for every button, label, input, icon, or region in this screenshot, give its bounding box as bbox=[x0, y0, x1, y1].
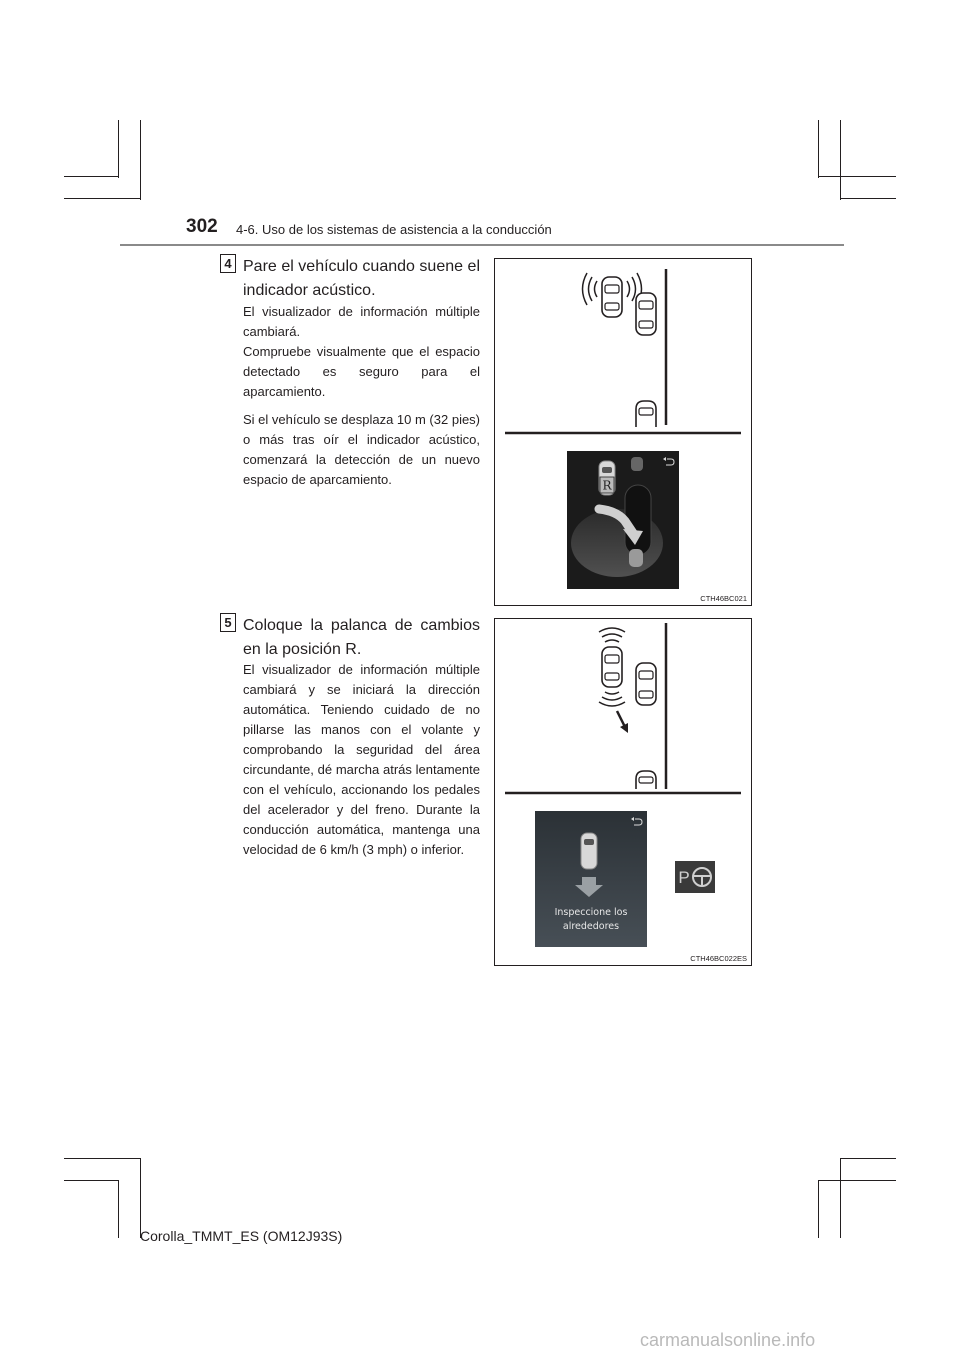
multi-info-display bbox=[535, 811, 647, 947]
parking-illustration bbox=[495, 259, 751, 605]
crop-mark bbox=[140, 120, 141, 200]
crop-mark bbox=[118, 120, 119, 178]
own-car-icon bbox=[602, 647, 622, 687]
watermark: carmanualsonline.info bbox=[640, 1330, 816, 1350]
crop-mark bbox=[840, 1158, 896, 1159]
reverse-arrow-icon bbox=[617, 711, 625, 727]
parking-illustration bbox=[495, 619, 751, 965]
step-5-figure bbox=[494, 618, 752, 966]
parked-car-icon bbox=[636, 293, 656, 335]
parking-assist-indicator bbox=[675, 861, 715, 893]
step-title: Pare el vehículo cuando suene el indicador acústico. bbox=[243, 258, 480, 299]
crop-mark bbox=[118, 1180, 119, 1238]
own-car-icon bbox=[602, 277, 622, 317]
crop-mark bbox=[818, 176, 896, 177]
crop-mark bbox=[64, 176, 118, 177]
step-number-box: 4 bbox=[220, 254, 236, 273]
crop-mark bbox=[840, 198, 896, 199]
crop-mark bbox=[64, 1180, 118, 1181]
footer-text: Corolla_TMMT_ES (OM12J93S) bbox=[140, 1228, 343, 1244]
crop-mark bbox=[64, 1158, 140, 1159]
paragraph: Si el vehículo se desplaza 10 m (32 pies) o más tras oír el indicador acústico, comenzará la detección de un nuevo espacio de aparcamiento. bbox=[243, 412, 481, 487]
page-number: 302 bbox=[186, 216, 218, 237]
crop-mark bbox=[818, 1180, 819, 1238]
step-4-figure bbox=[494, 258, 752, 606]
crop-mark bbox=[840, 1158, 841, 1238]
parked-car-icon bbox=[636, 771, 656, 789]
crop-mark bbox=[64, 198, 140, 199]
step-description bbox=[243, 660, 480, 860]
crop-mark bbox=[818, 1180, 896, 1181]
crop-mark bbox=[818, 120, 819, 178]
multi-info-display bbox=[567, 451, 679, 589]
figure-code: CTH46BC022ES bbox=[690, 954, 747, 963]
display-message-line: Inspeccione los bbox=[554, 907, 628, 918]
figure-code: CTH46BC021 bbox=[700, 594, 747, 603]
section-title: 4-6. Uso de los sistemas de asistencia a la conducción bbox=[236, 222, 552, 237]
step-number-box: 5 bbox=[220, 613, 236, 632]
parked-car-icon bbox=[636, 663, 656, 705]
parked-car-icon bbox=[636, 401, 656, 427]
paragraph: Compruebe visualmente que el espacio detectado es seguro para el aparcamiento. bbox=[243, 344, 480, 399]
display-message-line: alrededores bbox=[562, 921, 620, 932]
indicator-letter: P bbox=[678, 868, 690, 887]
step-description bbox=[243, 302, 480, 490]
paragraph: El visualizador de información múltiple cambiará. bbox=[243, 304, 480, 339]
paragraph: El visualizador de información múltiple cambiará y se iniciará la dirección automática. Teniendo cuidado de no pillarse las manos con el volante y comprobando la seguridad del área circundante, dé marcha atrás lentamente con el vehículo, accionando los pedales del acelerador y del freno. Durante la conducción automática, mantenga una velocidad de 6 km/h (3 mph) o inferior. bbox=[243, 662, 480, 857]
step-title: Coloque la palanca de cambios en la posición R. bbox=[243, 617, 480, 658]
gear-letter: R bbox=[602, 478, 612, 493]
crop-mark bbox=[140, 1158, 141, 1238]
header-divider bbox=[120, 244, 844, 246]
crop-mark bbox=[840, 120, 841, 200]
